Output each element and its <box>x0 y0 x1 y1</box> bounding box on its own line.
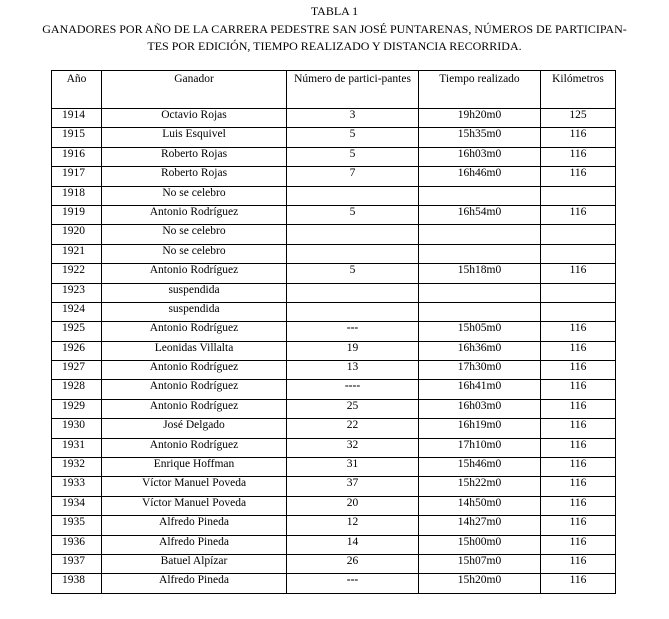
km-cell: 116 <box>541 516 616 535</box>
winner-cell: Víctor Manuel Poveda <box>102 496 287 515</box>
year-cell: 1934 <box>52 496 102 515</box>
table-row <box>52 264 616 283</box>
year-cell: 1924 <box>52 302 102 321</box>
km-cell: 116 <box>541 399 616 418</box>
winner-cell: No se celebro <box>102 225 287 244</box>
col-header-year: Año <box>52 71 102 109</box>
participants-cell: 25 <box>287 399 419 418</box>
km-cell: 116 <box>541 496 616 515</box>
winner-cell: Antonio Rodríguez <box>102 264 287 283</box>
year-cell: 1929 <box>52 399 102 418</box>
winner-cell: Antonio Rodríguez <box>102 399 287 418</box>
winner-cell: Batuel Alpízar <box>102 554 287 573</box>
winner-cell: No se celebro <box>102 244 287 263</box>
time-cell: 17h10m0 <box>419 438 541 457</box>
km-cell <box>541 225 616 244</box>
year-cell: 1927 <box>52 361 102 380</box>
time-cell <box>419 225 541 244</box>
col-header-participants: Número de partici-pantes <box>287 71 419 109</box>
km-cell: 116 <box>541 477 616 496</box>
table-row <box>52 438 616 457</box>
winner-cell: Antonio Rodríguez <box>102 322 287 341</box>
winner-cell: No se celebro <box>102 186 287 205</box>
time-cell: 15h46m0 <box>419 458 541 477</box>
table-row <box>52 167 616 186</box>
participants-cell <box>287 186 419 205</box>
table-body <box>52 109 616 594</box>
km-cell: 116 <box>541 554 616 573</box>
km-cell: 116 <box>541 419 616 438</box>
km-cell: 116 <box>541 341 616 360</box>
participants-cell <box>287 283 419 302</box>
participants-cell: 37 <box>287 477 419 496</box>
year-cell: 1936 <box>52 535 102 554</box>
table-row <box>52 283 616 302</box>
km-cell <box>541 283 616 302</box>
time-cell <box>419 302 541 321</box>
km-cell: 116 <box>541 264 616 283</box>
table-row <box>52 380 616 399</box>
year-cell: 1928 <box>52 380 102 399</box>
winner-cell: Luis Esquivel <box>102 128 287 147</box>
km-cell <box>541 186 616 205</box>
table-row <box>52 225 616 244</box>
winner-cell: Alfredo Pineda <box>102 516 287 535</box>
year-cell: 1925 <box>52 322 102 341</box>
time-cell: 16h36m0 <box>419 341 541 360</box>
winner-cell: Alfredo Pineda <box>102 574 287 593</box>
year-cell: 1935 <box>52 516 102 535</box>
winner-cell: Antonio Rodríguez <box>102 361 287 380</box>
table-row <box>52 399 616 418</box>
time-cell: 15h00m0 <box>419 535 541 554</box>
time-cell <box>419 283 541 302</box>
participants-cell: --- <box>287 574 419 593</box>
participants-cell: 19 <box>287 341 419 360</box>
table-row <box>52 458 616 477</box>
time-cell: 15h22m0 <box>419 477 541 496</box>
table-row <box>52 205 616 224</box>
year-cell: 1930 <box>52 419 102 438</box>
header-row <box>52 71 616 109</box>
time-cell: 15h20m0 <box>419 574 541 593</box>
km-cell: 116 <box>541 361 616 380</box>
participants-cell: 12 <box>287 516 419 535</box>
participants-cell: ---- <box>287 380 419 399</box>
time-cell: 15h18m0 <box>419 264 541 283</box>
year-cell: 1919 <box>52 205 102 224</box>
participants-cell: 20 <box>287 496 419 515</box>
year-cell: 1921 <box>52 244 102 263</box>
year-cell: 1920 <box>52 225 102 244</box>
col-header-time: Tiempo realizado <box>419 71 541 109</box>
km-cell: 116 <box>541 322 616 341</box>
participants-cell: 5 <box>287 205 419 224</box>
participants-cell <box>287 302 419 321</box>
time-cell: 15h05m0 <box>419 322 541 341</box>
participants-cell: 31 <box>287 458 419 477</box>
time-cell: 16h03m0 <box>419 147 541 166</box>
km-cell: 116 <box>541 128 616 147</box>
year-cell: 1915 <box>52 128 102 147</box>
table-row <box>52 477 616 496</box>
time-cell: 14h27m0 <box>419 516 541 535</box>
year-cell: 1914 <box>52 109 102 128</box>
year-cell: 1933 <box>52 477 102 496</box>
winner-cell: suspendida <box>102 302 287 321</box>
participants-cell: 5 <box>287 147 419 166</box>
year-cell: 1937 <box>52 554 102 573</box>
table-caption-line-1: GANADORES POR AÑO DE LA CARRERA PEDESTRE SAN JOSÉ PUNTARENAS, NÚMEROS DE PARTICIPAN- <box>42 22 627 36</box>
time-cell <box>419 244 541 263</box>
year-cell: 1931 <box>52 438 102 457</box>
participants-cell: 13 <box>287 361 419 380</box>
table-caption-line-2: TES POR EDICIÓN, TIEMPO REALIZADO Y DISTANCIA RECORRIDA. <box>147 39 522 53</box>
table-row <box>52 496 616 515</box>
km-cell: 116 <box>541 205 616 224</box>
participants-cell: 5 <box>287 128 419 147</box>
winner-cell: suspendida <box>102 283 287 302</box>
year-cell: 1926 <box>52 341 102 360</box>
participants-cell <box>287 244 419 263</box>
participants-cell: 32 <box>287 438 419 457</box>
winner-cell: Antonio Rodríguez <box>102 380 287 399</box>
table-row <box>52 147 616 166</box>
table-row <box>52 341 616 360</box>
time-cell: 16h19m0 <box>419 419 541 438</box>
participants-cell: 22 <box>287 419 419 438</box>
winner-cell: Alfredo Pineda <box>102 535 287 554</box>
participants-cell: 7 <box>287 167 419 186</box>
table-row <box>52 535 616 554</box>
km-cell <box>541 244 616 263</box>
year-cell: 1918 <box>52 186 102 205</box>
col-header-km: Kilómetros <box>541 71 616 109</box>
table-row <box>52 109 616 128</box>
participants-cell: --- <box>287 322 419 341</box>
time-cell: 16h54m0 <box>419 205 541 224</box>
winner-cell: Antonio Rodríguez <box>102 205 287 224</box>
table-row <box>52 419 616 438</box>
km-cell: 116 <box>541 574 616 593</box>
table-row <box>52 574 616 593</box>
winner-cell: José Delgado <box>102 419 287 438</box>
winners-table <box>51 70 616 594</box>
winner-cell: Leonidas Villalta <box>102 341 287 360</box>
participants-cell <box>287 225 419 244</box>
winner-cell: Enrique Hoffman <box>102 458 287 477</box>
time-cell: 16h46m0 <box>419 167 541 186</box>
km-cell: 116 <box>541 147 616 166</box>
table-row <box>52 322 616 341</box>
km-cell: 125 <box>541 109 616 128</box>
table-row <box>52 244 616 263</box>
time-cell <box>419 186 541 205</box>
participants-cell: 5 <box>287 264 419 283</box>
winner-cell: Roberto Rojas <box>102 167 287 186</box>
time-cell: 15h35m0 <box>419 128 541 147</box>
km-cell: 116 <box>541 458 616 477</box>
year-cell: 1922 <box>52 264 102 283</box>
table-row <box>52 554 616 573</box>
table-row <box>52 186 616 205</box>
winner-cell: Antonio Rodríguez <box>102 438 287 457</box>
year-cell: 1923 <box>52 283 102 302</box>
participants-cell: 26 <box>287 554 419 573</box>
table-row <box>52 128 616 147</box>
km-cell: 116 <box>541 438 616 457</box>
year-cell: 1917 <box>52 167 102 186</box>
year-cell: 1932 <box>52 458 102 477</box>
table-number: TABLA 1 <box>310 4 359 18</box>
table-row <box>52 516 616 535</box>
km-cell: 116 <box>541 380 616 399</box>
time-cell: 17h30m0 <box>419 361 541 380</box>
km-cell: 116 <box>541 167 616 186</box>
winner-cell: Octavio Rojas <box>102 109 287 128</box>
km-cell: 116 <box>541 535 616 554</box>
col-header-winner: Ganador <box>102 71 287 109</box>
time-cell: 16h41m0 <box>419 380 541 399</box>
time-cell: 15h07m0 <box>419 554 541 573</box>
participants-cell: 14 <box>287 535 419 554</box>
year-cell: 1916 <box>52 147 102 166</box>
participants-cell: 3 <box>287 109 419 128</box>
table-row <box>52 302 616 321</box>
winner-cell: Roberto Rojas <box>102 147 287 166</box>
winner-cell: Víctor Manuel Poveda <box>102 477 287 496</box>
km-cell <box>541 302 616 321</box>
year-cell: 1938 <box>52 574 102 593</box>
table-row <box>52 361 616 380</box>
time-cell: 16h03m0 <box>419 399 541 418</box>
time-cell: 14h50m0 <box>419 496 541 515</box>
time-cell: 19h20m0 <box>419 109 541 128</box>
